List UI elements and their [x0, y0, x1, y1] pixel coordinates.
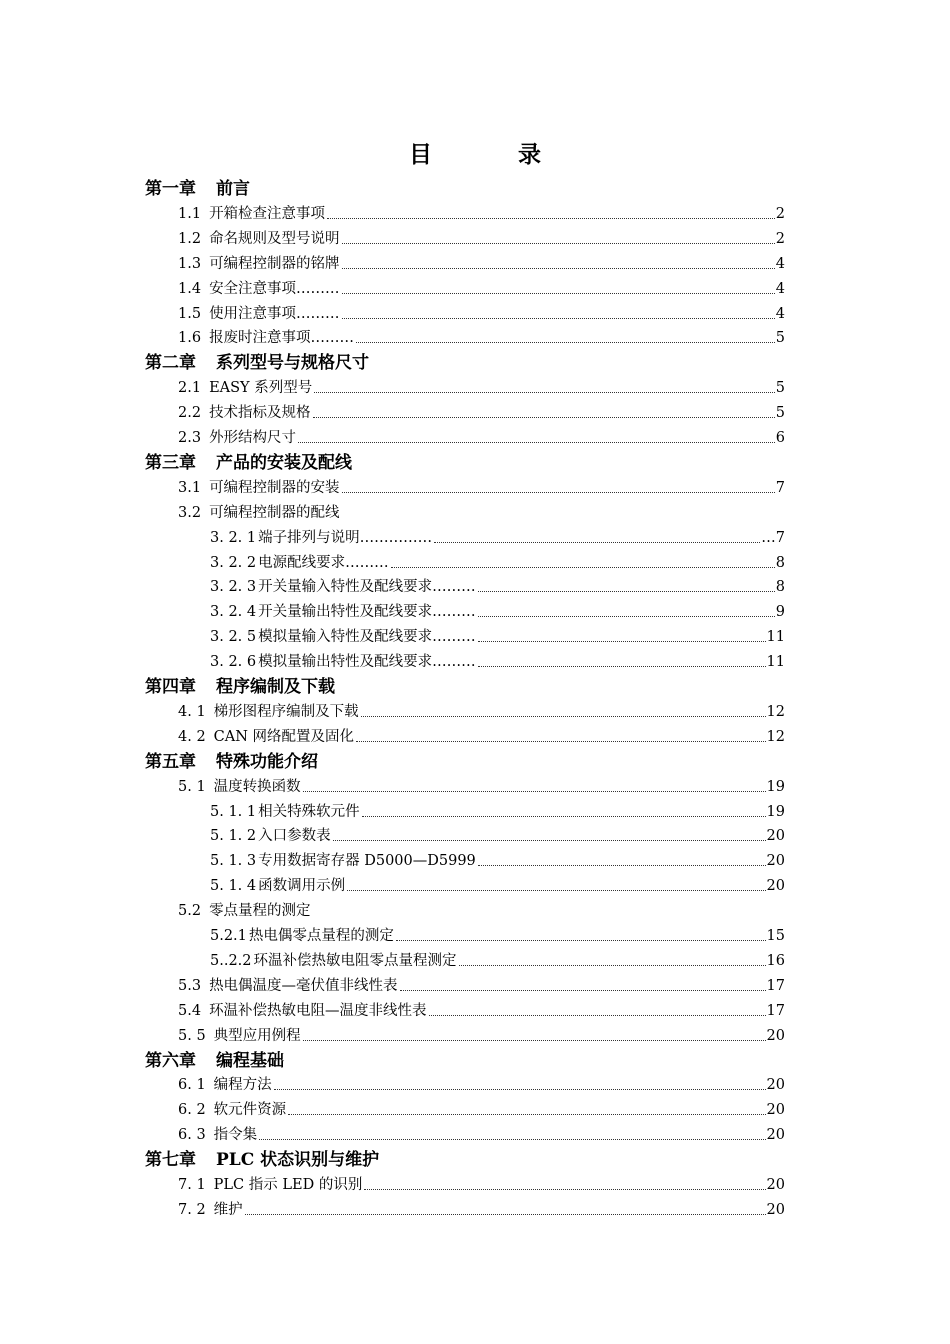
entry-number: 3. 2. 6	[210, 654, 257, 671]
entry-number: 2.3	[178, 430, 202, 446]
toc-entry[interactable]	[178, 224, 785, 248]
dot-leader	[361, 706, 766, 717]
page-number: 2	[775, 230, 785, 247]
entry-title: 模拟量输出特性及配线要求………	[258, 654, 476, 671]
toc-chapter[interactable]	[145, 174, 250, 198]
entry-title: 维护	[213, 1201, 243, 1218]
page-number: 20	[766, 853, 785, 870]
toc-entry[interactable]	[178, 1195, 785, 1219]
entry-number: 3. 2. 2	[210, 554, 257, 571]
page-number: 20	[766, 1077, 785, 1094]
entry-number: 1.3	[178, 255, 202, 272]
toc-entry[interactable]	[178, 1170, 785, 1194]
dot-leader	[396, 930, 766, 941]
chapter-number: 第六章	[145, 1050, 196, 1071]
entry-number: 5. 1. 2	[210, 828, 257, 845]
toc-entry[interactable]	[178, 299, 785, 323]
dot-leader	[342, 283, 775, 294]
page-number: 7	[775, 479, 785, 496]
page-number: 2	[775, 205, 785, 222]
chapter-title: 前言	[216, 179, 250, 199]
toc-chapter[interactable]	[145, 1046, 284, 1070]
toc-entry[interactable]	[178, 423, 785, 447]
dot-leader	[459, 955, 766, 966]
dot-leader	[364, 1179, 765, 1190]
entry-title: 函数调用示例	[258, 878, 346, 895]
page-number: 20	[766, 1102, 785, 1119]
entry-title: 指令集	[213, 1127, 258, 1144]
toc-chapter[interactable]	[145, 1145, 379, 1169]
toc-entry[interactable]	[210, 821, 785, 845]
dot-leader	[313, 407, 775, 418]
dot-leader	[478, 581, 775, 592]
entry-number: 4. 2	[178, 728, 206, 745]
entry-title: 技术指标及规格	[209, 405, 311, 422]
entry-title: 命名规则及型号说明	[209, 230, 340, 247]
toc-entry[interactable]	[178, 1095, 785, 1119]
entry-title: 安全注意事项………	[209, 280, 340, 297]
dot-leader	[347, 880, 765, 891]
dot-leader	[391, 557, 775, 568]
page-number: 5	[775, 405, 785, 422]
entry-title: 相关特殊软元件	[258, 803, 360, 820]
toc-entry[interactable]	[210, 622, 785, 646]
chapter-title: 系列型号与规格尺寸	[216, 353, 369, 374]
dot-leader	[333, 830, 766, 841]
entry-number: 3. 2. 5	[210, 629, 257, 646]
chapter-number: 第三章	[145, 452, 196, 473]
chapter-number: 第二章	[145, 353, 196, 374]
entry-title: 开关量输入特性及配线要求………	[258, 579, 476, 596]
toc-entry[interactable]	[178, 274, 785, 298]
toc-entry[interactable]	[178, 896, 785, 920]
entry-number: 4. 1	[178, 703, 206, 720]
toc-entry[interactable]	[178, 1070, 785, 1094]
page-number: …7	[761, 529, 785, 546]
page-number: 12	[766, 703, 785, 720]
page-number: 6	[775, 430, 785, 446]
entry-number: 5. 5	[178, 1027, 206, 1044]
page-number: 20	[766, 1201, 785, 1218]
entry-number: 2.1	[178, 380, 202, 397]
toc-entry[interactable]	[210, 871, 785, 895]
dot-leader	[342, 258, 775, 269]
dot-leader	[478, 855, 766, 866]
toc-entry[interactable]	[178, 398, 785, 422]
entry-number: 1.1	[178, 205, 202, 222]
entry-title: 可编程控制器的铭牌	[209, 255, 340, 272]
dot-leader	[362, 806, 766, 817]
dot-leader	[303, 781, 766, 792]
toc-entry[interactable]	[210, 572, 785, 596]
dot-leader	[478, 606, 775, 617]
entry-title: 模拟量输入特性及配线要求………	[258, 629, 476, 646]
toc-entry[interactable]	[210, 597, 785, 621]
toc-chapter[interactable]	[145, 672, 335, 696]
entry-title: 环温补偿热敏电阻—温度非线性表	[209, 1002, 427, 1019]
entry-number: 3. 2. 3	[210, 579, 257, 596]
entry-title: 梯形图程序编制及下载	[213, 703, 359, 720]
entry-title: 专用数据寄存器 D5000—D5999	[258, 853, 476, 870]
toc-entry[interactable]	[178, 1120, 785, 1144]
entry-number: 6. 1	[178, 1077, 206, 1094]
dot-leader	[327, 208, 775, 219]
toc-entry[interactable]	[178, 199, 785, 223]
toc-title	[0, 136, 950, 169]
toc-entry[interactable]	[178, 473, 785, 497]
entry-number: 5.4	[178, 1002, 202, 1019]
entry-number: 2.2	[178, 405, 202, 422]
toc-entry[interactable]	[210, 548, 785, 572]
dot-leader	[342, 482, 775, 493]
page-number: 15	[766, 928, 785, 944]
chapter-number: 第一章	[145, 179, 196, 199]
entry-title: 外形结构尺寸	[209, 430, 297, 446]
entry-number: 3. 2. 1	[210, 529, 257, 546]
page-number: 20	[766, 1027, 785, 1044]
toc-entry[interactable]	[178, 373, 785, 397]
entry-title: 典型应用例程	[213, 1027, 301, 1044]
dot-leader	[356, 731, 766, 742]
page-number: 9	[775, 604, 785, 621]
entry-number: 5.2	[178, 903, 202, 920]
page-number: 17	[766, 1002, 785, 1019]
dot-leader	[342, 308, 775, 319]
entry-number: 3.2	[178, 504, 202, 521]
entry-title: 零点量程的测定	[209, 903, 311, 920]
dot-leader	[245, 1204, 766, 1215]
dot-leader	[314, 382, 775, 393]
entry-title: 开关量输出特性及配线要求………	[258, 604, 476, 621]
entry-title: 电源配线要求………	[258, 554, 389, 571]
dot-leader	[288, 1104, 765, 1115]
toc-entry[interactable]	[178, 249, 785, 273]
page-number: 20	[766, 1177, 785, 1193]
entry-title: 可编程控制器的配线	[209, 504, 340, 521]
toc-entry[interactable]	[210, 523, 785, 547]
entry-title: 使用注意事项………	[209, 305, 340, 322]
dot-leader	[434, 532, 760, 543]
toc-entry[interactable]	[178, 772, 785, 796]
page-number: 11	[766, 654, 785, 671]
entry-number: 5..2.2	[210, 952, 252, 969]
page-number: 11	[766, 629, 785, 646]
toc-title-char-2: 录	[518, 141, 541, 168]
chapter-number: 第五章	[145, 751, 196, 772]
entry-title: 报废时注意事项………	[209, 330, 355, 347]
entry-title: EASY 系列型号	[209, 380, 313, 397]
entry-number: 6. 3	[178, 1127, 206, 1144]
page-number: 4	[775, 255, 785, 272]
toc-title-char-1: 目	[409, 141, 432, 168]
chapter-title: 产品的安装及配线	[216, 452, 352, 473]
page-number: 4	[775, 280, 785, 297]
entry-number: 1.2	[178, 230, 202, 247]
entry-number: 6. 2	[178, 1102, 206, 1119]
page-number: 17	[766, 977, 785, 994]
dot-leader	[303, 1030, 766, 1041]
dot-leader	[342, 233, 775, 244]
chapter-title: 特殊功能介绍	[216, 751, 318, 772]
dot-leader	[400, 980, 766, 991]
entry-number: 5.3	[178, 977, 202, 994]
dot-leader	[298, 432, 775, 443]
toc-entry[interactable]	[178, 971, 785, 995]
chapter-number: 第四章	[145, 677, 196, 697]
page-number: 19	[766, 803, 785, 820]
toc-entry[interactable]	[210, 846, 785, 870]
entry-number: 5.2.1	[210, 928, 247, 944]
entry-number: 3.1	[178, 479, 202, 496]
entry-title: 热电偶零点量程的测定	[248, 928, 394, 944]
page-number: 20	[766, 828, 785, 845]
toc-entry[interactable]	[210, 921, 785, 945]
toc-entry[interactable]	[178, 1021, 785, 1045]
dot-leader	[259, 1129, 765, 1140]
entry-title: CAN 网络配置及固化	[213, 728, 355, 745]
page-number: 12	[766, 728, 785, 745]
entry-number: 5. 1	[178, 778, 206, 795]
entry-number: 1.5	[178, 305, 202, 322]
entry-number: 1.4	[178, 280, 202, 297]
dot-leader	[429, 1005, 766, 1016]
toc-entry[interactable]	[210, 946, 785, 970]
toc-chapter[interactable]	[145, 448, 352, 472]
page-number: 19	[766, 778, 785, 795]
toc-chapter[interactable]	[145, 747, 318, 771]
page-number: 20	[766, 1127, 785, 1144]
entry-title: 环温补偿热敏电阻零点量程测定	[253, 952, 457, 969]
page-number: 5	[775, 380, 785, 397]
toc-entry[interactable]	[178, 498, 785, 522]
entry-number: 1.6	[178, 330, 202, 347]
entry-title: 编程方法	[213, 1077, 272, 1094]
page-number: 5	[775, 330, 785, 347]
dot-leader	[274, 1079, 766, 1090]
toc-entry[interactable]	[178, 996, 785, 1020]
entry-title: 温度转换函数	[213, 778, 301, 795]
entry-title: 可编程控制器的安装	[209, 479, 340, 496]
toc-entry[interactable]	[210, 647, 785, 671]
entry-number: 5. 1. 3	[210, 853, 257, 870]
entry-number: 5. 1. 4	[210, 878, 257, 895]
toc-chapter[interactable]	[145, 348, 369, 372]
chapter-title: 程序编制及下载	[216, 677, 335, 697]
dot-leader	[478, 631, 766, 642]
entry-title: 热电偶温度—毫伏值非线性表	[209, 977, 398, 994]
entry-title: 入口参数表	[258, 828, 331, 845]
toc-entry[interactable]	[178, 722, 785, 746]
entry-title: 软元件资源	[213, 1102, 287, 1119]
page-number: 8	[775, 554, 785, 571]
entry-title: 开箱检查注意事项	[209, 205, 326, 222]
entry-number: 7. 2	[178, 1201, 206, 1218]
dot-leader	[356, 332, 775, 343]
toc-entry[interactable]	[210, 797, 785, 821]
entry-number: 5. 1. 1	[210, 803, 257, 820]
entry-title: 端子排列与说明……………	[258, 529, 433, 546]
dot-leader	[478, 656, 766, 667]
chapter-title: 编程基础	[216, 1050, 284, 1071]
chapter-number: 第七章	[145, 1150, 196, 1171]
toc-entry[interactable]	[178, 323, 785, 347]
page-number: 16	[766, 952, 785, 969]
page-number: 4	[775, 305, 785, 322]
entry-number: 3. 2. 4	[210, 604, 257, 621]
chapter-title: PLC 状态识别与维护	[216, 1150, 380, 1171]
page-number: 20	[766, 878, 785, 895]
page-number: 8	[775, 579, 785, 596]
entry-title: PLC 指示 LED 的识别	[213, 1177, 363, 1193]
toc-entry[interactable]	[178, 697, 785, 721]
entry-number: 7. 1	[178, 1177, 206, 1193]
